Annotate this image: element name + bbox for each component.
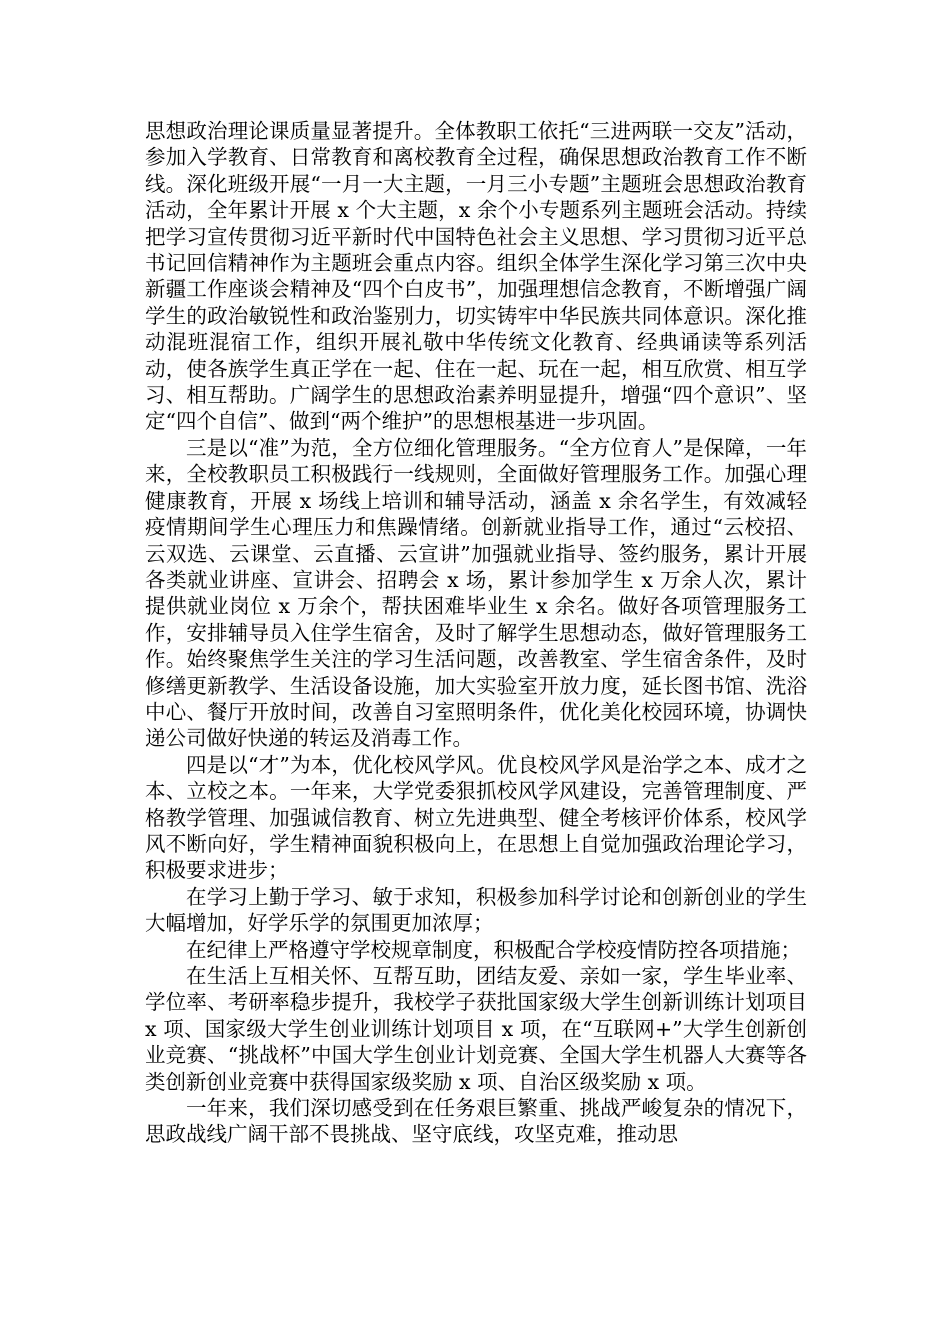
paragraph-7: 一年来，我们深切感受到在任务艰巨繁重、挑战严峻复杂的情况下，思政战线广阔干部不畏挑战、坚守底线，攻坚克难，推动思 [145,1096,807,1147]
paragraph-4: 在学习上勤于学习、敏于求知，积极参加科学讨论和创新创业的学生大幅增加，好学乐学的氛围更加浓厚； [145,884,807,936]
document-body [145,118,807,1148]
paragraph-1: 思想政治理论课质量显著提升。全体教职工依托“三进两联一交友”活动，参加入学教育、日常教育和离校教育全过程，确保思想政治教育工作不断线。深化班级开展“一月一大主题，一月三小专题”主题班会思想政治教育活动，全年累计开展 x 个大主题，x 余个小专题系列主题班会活动。持续把学习宣传贯彻习近平新时代中国特色社会主义思想、学习贯彻习近平总书记回信精神作为主题班会重点内容。组织全体学生深化学习第三次中央新疆工作座谈会精神及“四个白皮书”，加强理想信念教育，不断增强广阔学生的政治敏锐性和政治鉴别力，切实铸牢中华民族共同体意识。深化推动混班混宿工作，组织开展礼敬中华传统文化教育、经典诵读等系列活动，使各族学生真正学在一起、住在一起、玩在一起，相互欣赏、相互学习、相互帮助。广阔学生的思想政治素养明显提升，增强“四个意识”、坚定“四个自信”、做到“两个维护”的思想根基进一步巩固。 [145,119,807,434]
paragraph-3: 四是以“才”为本，优化校风学风。优良校风学风是治学之本、成才之本、立校之本。一年来，大学党委狠抓校风学风建设，完善管理制度、严格教学管理、加强诚信教育、树立先进典型、健全考核评价体系，校风学风不断向好，学生精神面貌积极向上，在思想上自觉加强政治理论学习，积极要求进步； [145,752,807,883]
paragraph-6: 在生活上互相关怀、互帮互助，团结友爱、亲如一家，学生毕业率、学位率、考研率稳步提升，我校学子获批国家级大学生创新训练计划项目 x 项、国家级大学生创业训练计划项目 x 项，在“互联网+”大学生创新创业竞赛、“挑战杯”中国大学生创业计划竞赛、全国大学生机器人大赛等各类创新创业竞赛中获得国家级奖励 x 项、自治区级奖励 x 项。 [145,964,807,1094]
paragraph-2: 三是以“准”为范，全方位细化管理服务。“全方位育人”是保障，一年来，全校教职员工积极践行一线规则，全面做好管理服务工作。加强心理健康教育，开展 x 场线上培训和辅导活动，涵盖 x 余名学生，有效减轻疫情期间学生心理压力和焦躁情绪。创新就业指导工作，通过“云校招、云双选、云课堂、云直播、云宣讲”加强就业指导、签约服务，累计开展各类就业讲座、宣讲会、招聘会 x 场，累计参加学生 x 万余人次，累计提供就业岗位 x 万余个，帮扶困难毕业生 x 余名。做好各项管理服务工作，安排辅导员入住学生宿舍，及时了解学生思想动态，做好管理服务工作。始终聚焦学生关注的学习生活问题，改善教室、学生宿舍条件，及时修缮更新教学、生活设备设施，加大实验室开放力度，延长图书馆、洗浴中心、餐厅开放时间，改善自习室照明条件，优化美化校园环境，协调快递公司做好快递的转运及消毒工作。 [145,435,807,751]
paragraph-5: 在纪律上严格遵守学校规章制度，积极配合学校疫情防控各项措施； [186,937,801,962]
